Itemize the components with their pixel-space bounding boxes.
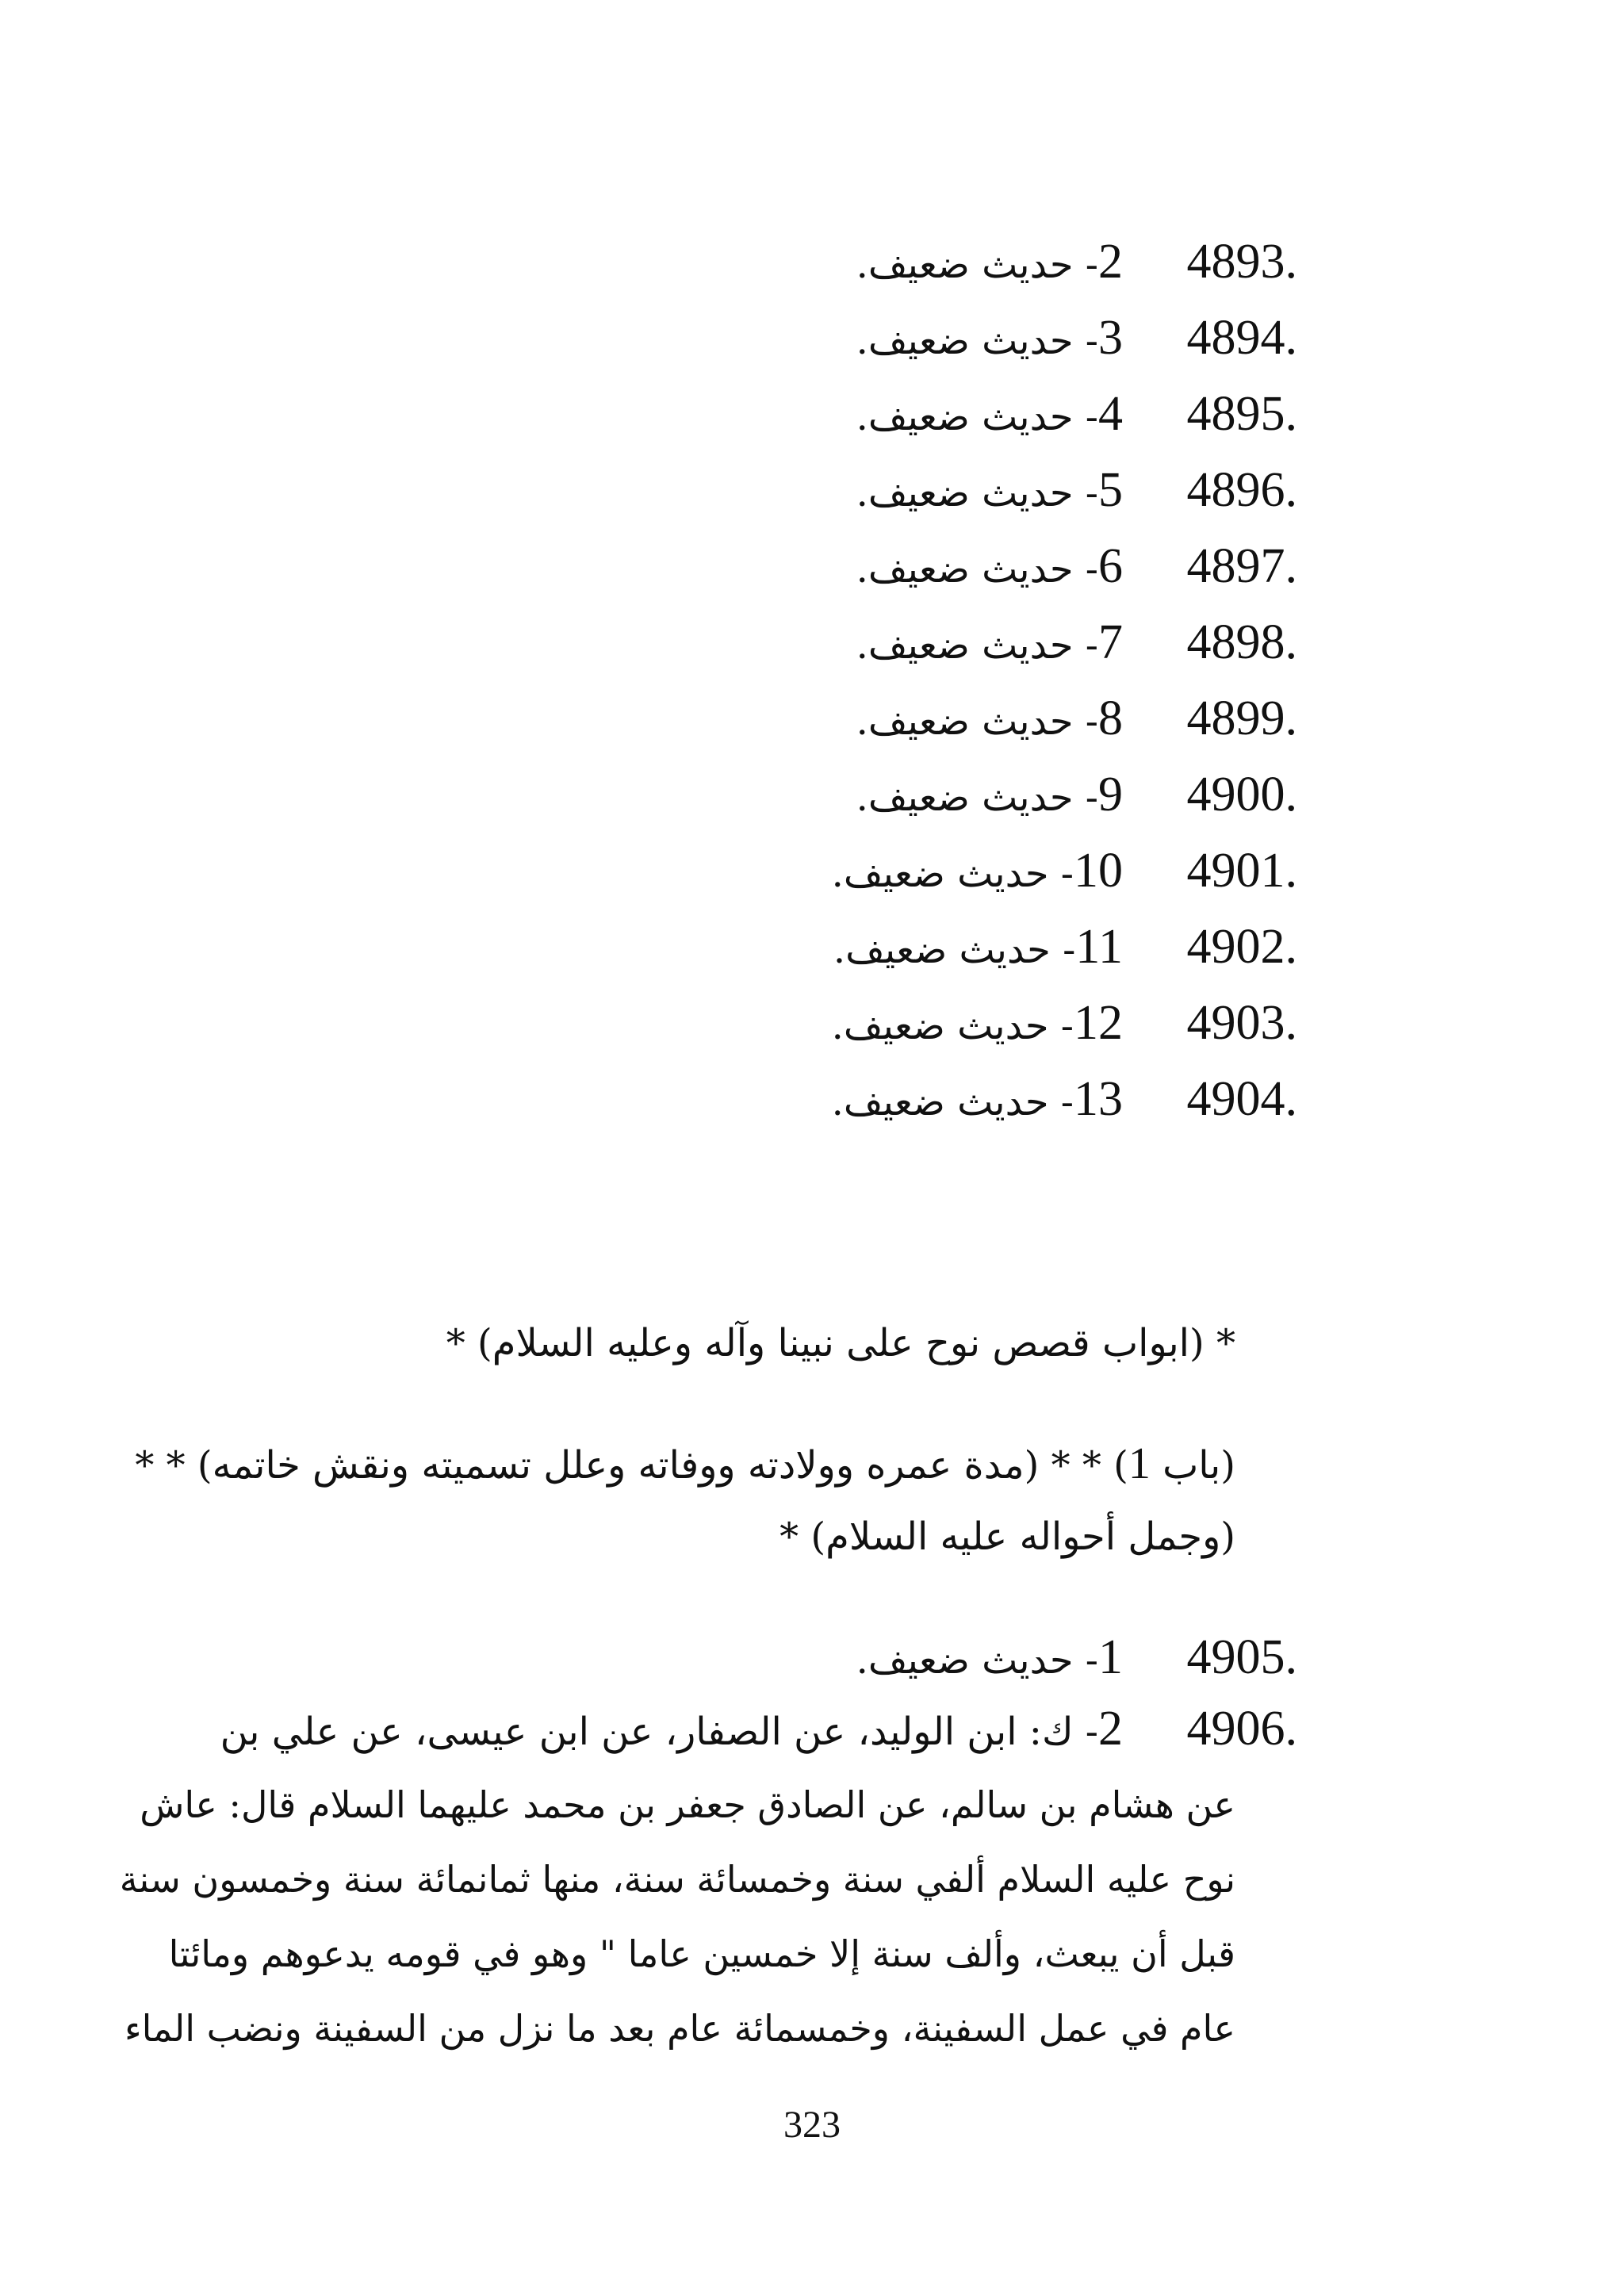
entry-number: 4904. [1186,1072,1297,1126]
entry-text [832,1067,1123,1134]
entry-label: - حديث ضعيف. [856,699,1098,744]
hadith-entry [0,915,1624,978]
hadith-entry [0,1697,1624,1760]
entry-number: 4898. [1186,615,1297,669]
paragraph-line: نوح عليه السلام ألفي سنة وخمسائة سنة، منها ثمانمائة سنة وخمسون سنة [119,1858,1235,1901]
entry-text [856,611,1123,677]
hadith-entry [0,534,1624,598]
entry-sub-number: 7 [1098,615,1123,669]
hadith-entry [0,611,1624,674]
hadith-entry [0,306,1624,370]
entry-sub-number: 6 [1098,539,1123,593]
hadith-entry [0,763,1624,826]
hadith-entry [0,230,1624,293]
entry-number: 4899. [1186,691,1297,745]
section-title: * (ابواب قصص نوح على نبينا وآله وعليه السلام) * [446,1321,1235,1365]
entry-label: - حديث ضعيف. [856,243,1098,287]
entry-number: 4894. [1186,311,1297,365]
entry-sub-number: 9 [1098,768,1123,821]
entry-number: 4895. [1186,387,1297,441]
chapter-heading-line2: (وجمل أحواله عليه السلام) * [779,1515,1235,1559]
hadith-entry [0,1626,1624,1689]
entry-label: - حديث ضعيف. [833,928,1076,972]
entry-text [832,991,1123,1058]
entry-number: 4896. [1186,463,1297,517]
chapter-title: ) * * (مدة عمره وولادته ووفاته وعلل تسميته ونقش خاتمه) * * [135,1443,1128,1488]
entry-label: - حديث ضعيف. [856,395,1098,439]
entry-label: - حديث ضعيف. [831,1004,1074,1048]
entry-text [856,382,1123,449]
entry-sub-number: 11 [1075,920,1123,974]
entry-text [832,839,1123,906]
entry-label: - حديث ضعيف. [856,319,1098,363]
page-number: 323 [783,2104,841,2146]
hadith-entry [0,1067,1624,1131]
entry-number: 4905. [1186,1630,1297,1684]
entry-sub-number: 1 [1098,1630,1123,1684]
entry-sub-number: 2 [1098,1702,1123,1756]
entry-sub-number: 4 [1098,387,1123,441]
entry-text [220,1697,1123,1764]
entry-sub-number: 3 [1098,311,1123,365]
entry-number: 4893. [1186,235,1297,289]
entry-number: 4906. [1186,1702,1297,1756]
paragraph-line: عام في عمل السفينة، وخمسمائة عام بعد ما نزل من السفينة ونضب الماء [124,2007,1235,2050]
chapter-number: 1 [1128,1439,1151,1488]
entry-sub-number: 2 [1098,235,1123,289]
entry-text [856,687,1123,753]
entry-sub-number: 10 [1074,844,1123,898]
entry-text [856,763,1123,829]
entry-sub-number: 8 [1098,691,1123,745]
entry-first-line: - ك: ابن الوليد، عن الصفار، عن ابن عيسى، عن علي بن [220,1710,1098,1754]
chapter-heading [135,1432,1235,1497]
hadith-entry [0,839,1624,902]
entry-text [856,534,1123,601]
chapter-prefix: (باب [1150,1443,1235,1488]
hadith-entry [0,687,1624,750]
entry-text [856,230,1123,297]
entry-sub-number: 13 [1074,1072,1123,1126]
entry-sub-number: 12 [1074,996,1123,1050]
entry-number: 4901. [1186,844,1297,898]
entry-label: - حديث ضعيف. [831,1080,1074,1124]
entry-label: - حديث ضعيف. [856,623,1098,668]
hadith-entry [0,458,1624,522]
hadith-entry [0,991,1624,1055]
hadith-entry [0,382,1624,446]
entry-number: 4903. [1186,996,1297,1050]
entry-text [833,915,1123,982]
entry-label: - حديث ضعيف. [856,776,1098,820]
entry-label: - حديث ضعيف. [856,471,1098,515]
paragraph-line: قبل أن يبعث، وألف سنة إلا خمسين عاما " وهو في قومه يدعوهم ومائتا [168,1932,1235,1975]
entry-sub-number: 5 [1098,463,1123,517]
entry-label: - حديث ضعيف. [831,852,1074,896]
paragraph-line: عن هشام بن سالم، عن الصادق جعفر بن محمد عليهما السلام قال: عاش [140,1783,1235,1826]
entry-label: - حديث ضعيف. [856,1638,1098,1683]
entry-number: 4900. [1186,768,1297,821]
entry-label: - حديث ضعيف. [856,547,1098,592]
entry-text [856,306,1123,373]
entry-text [856,1626,1123,1692]
entry-number: 4897. [1186,539,1297,593]
entry-number: 4902. [1186,920,1297,974]
entry-text [856,458,1123,525]
